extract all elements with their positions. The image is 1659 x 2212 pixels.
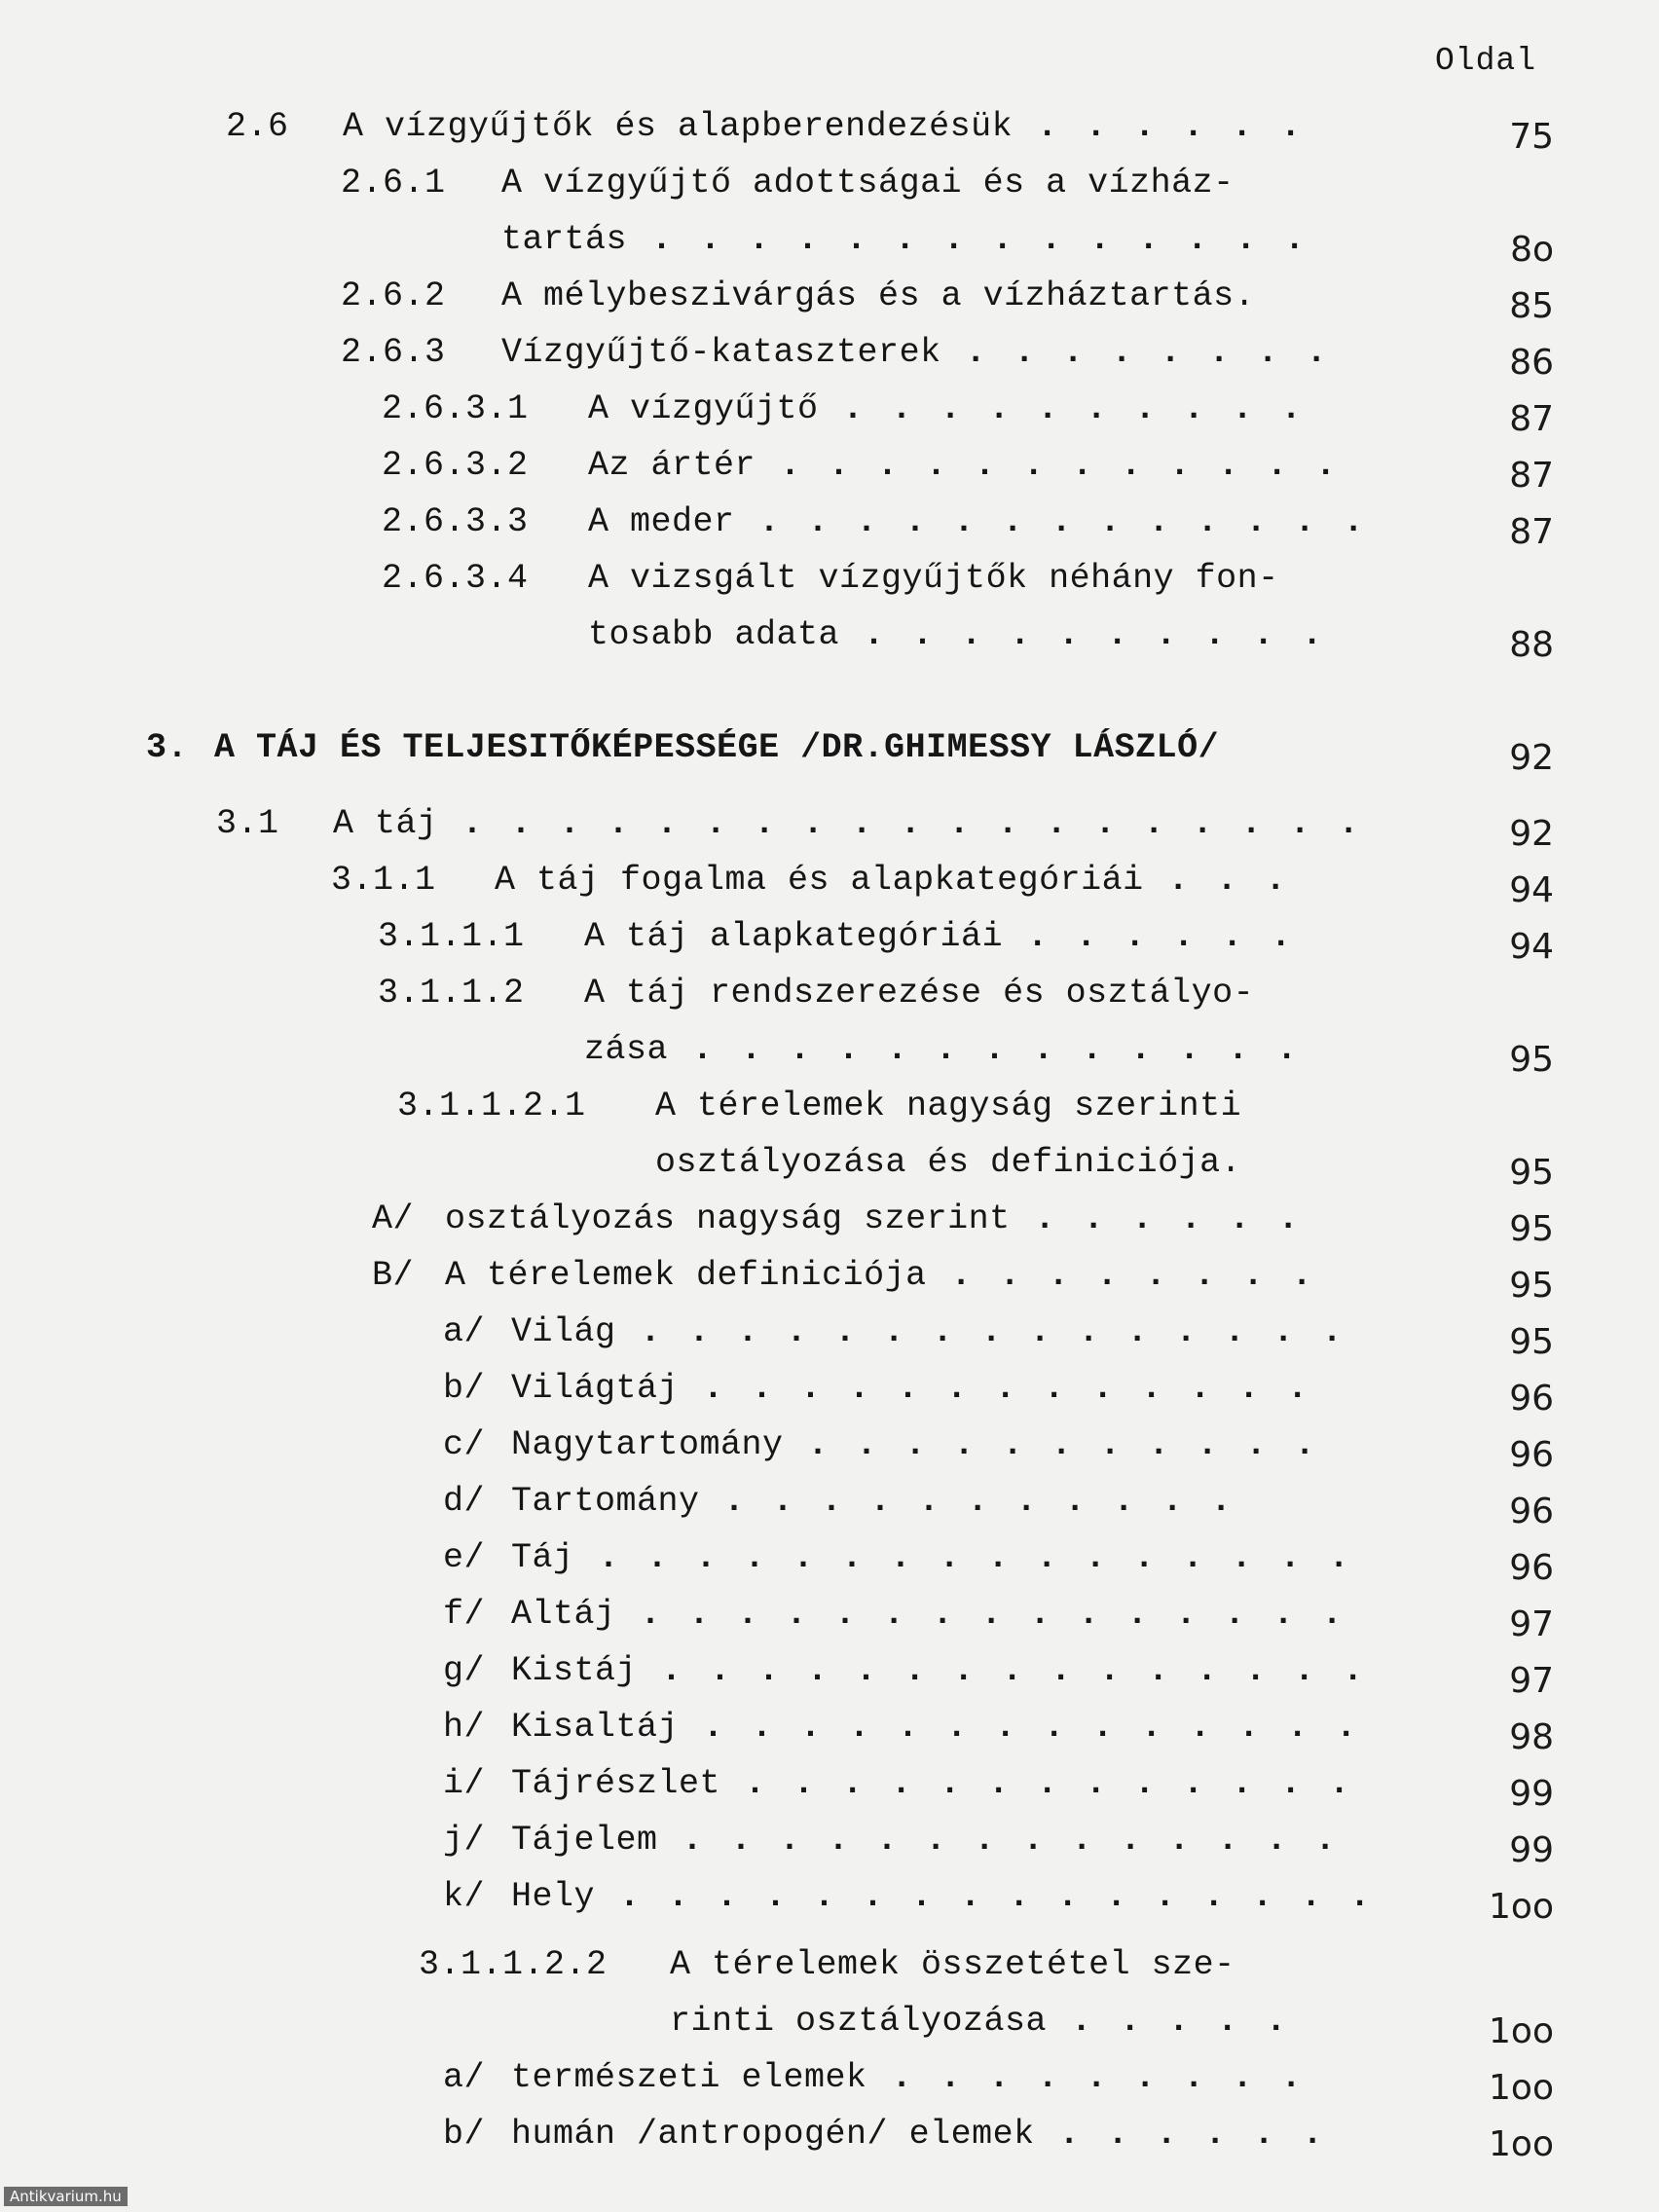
toc-page-number: 75: [1509, 117, 1554, 157]
toc-title: A táj: [333, 804, 438, 843]
toc-title: Hely: [511, 1877, 596, 1916]
dot-leader: . . . . . . . . . . . . .: [679, 1369, 1312, 1408]
toc-title: Tájrészlet: [511, 1764, 721, 1803]
toc-number: b/: [443, 1369, 486, 1408]
toc-number: g/: [443, 1651, 486, 1690]
dot-leader: . . . . . . . . . . .: [699, 1482, 1235, 1521]
dot-leader: . . . . . . . .: [940, 333, 1331, 372]
toc-number: a/: [443, 1312, 486, 1351]
toc-page-number: 97: [1509, 1661, 1554, 1701]
toc-row: [0, 917, 1659, 974]
toc-row: [0, 1425, 1659, 1482]
toc-row: [0, 446, 1659, 502]
dot-leader: . . . . . . . . . . . . . .: [657, 1821, 1340, 1860]
toc-page-number: 96: [1509, 1379, 1554, 1419]
dot-leader: . . . . . . . . . . . . . . .: [637, 1651, 1368, 1690]
toc-row: [0, 333, 1659, 389]
toc-row: [0, 389, 1659, 446]
toc-row: [0, 1087, 1659, 1143]
toc-title: Világ: [511, 1312, 616, 1351]
toc-row: [0, 107, 1659, 164]
toc-row: [0, 2002, 1659, 2058]
dot-leader: . . . . . .: [1034, 2115, 1327, 2154]
toc-row: [0, 2058, 1659, 2115]
toc-page-number: 1oo: [1489, 2124, 1554, 2164]
toc-row: [0, 1256, 1659, 1312]
toc-page-number: 92: [1509, 814, 1554, 854]
dot-leader: . . . . . . . . .: [866, 2058, 1306, 2097]
toc-title: tosabb adata: [588, 615, 840, 654]
toc-title: Kisaltáj: [511, 1708, 680, 1747]
dot-leader: . . . . . . . . . . . . . .: [627, 220, 1309, 259]
toc-page-number: 95: [1509, 1266, 1554, 1306]
dot-leader: . . . . . . . . . .: [818, 389, 1306, 428]
toc-page-number: 94: [1509, 927, 1554, 967]
toc-number: 3.1.1.1: [378, 917, 525, 956]
toc-number: 2.6: [226, 107, 289, 146]
toc-title: Vízgyűjtő-kataszterek: [501, 333, 941, 372]
toc-page-number: 95: [1509, 1040, 1554, 1080]
toc-row: [0, 1595, 1659, 1651]
dot-leader: . . . . . . . . . . . . . . . .: [573, 1538, 1353, 1577]
toc-number: 3.1.1: [331, 861, 436, 900]
toc-page-number: 96: [1509, 1492, 1554, 1531]
toc-title: Nagytartomány: [511, 1425, 784, 1464]
toc-page-number: 1oo: [1489, 1887, 1554, 1927]
toc-row: [0, 804, 1659, 861]
toc-title: A mélybeszivárgás és a vízháztartás.: [501, 276, 1256, 315]
toc-title: A térelemek definiciója: [445, 1256, 927, 1295]
toc-page-number: 8o: [1510, 230, 1554, 270]
toc-title: osztályozás nagyság szerint: [445, 1199, 1011, 1238]
toc-number: b/: [443, 2115, 486, 2154]
dot-leader: . . . . . . . . . . . . . .: [679, 1708, 1361, 1747]
dot-leader: . . . . . . . . . . . . . . . .: [595, 1877, 1375, 1916]
toc-number: 2.6.3.4: [382, 559, 529, 598]
toc-page-number: 86: [1509, 343, 1554, 383]
toc-row: [0, 502, 1659, 559]
toc-title: Az ártér: [588, 446, 756, 485]
toc-number: 2.6.3.2: [382, 446, 529, 485]
toc-number: 3.1.1.2: [378, 974, 525, 1013]
toc-title: Táj: [511, 1538, 574, 1577]
toc-title: A vízgyűjtők és alapberendezésük: [343, 107, 1014, 146]
toc-number: i/: [443, 1764, 486, 1803]
toc-title: A térelemek összetétel sze-: [670, 1945, 1235, 1984]
toc-page-number: 95: [1509, 1153, 1554, 1193]
toc-row: [0, 1708, 1659, 1764]
toc-row: [0, 1482, 1659, 1538]
toc-page-number: 1oo: [1489, 2011, 1554, 2051]
toc-number: k/: [443, 1877, 486, 1916]
toc-row: [0, 1877, 1659, 1934]
toc-page-number: 96: [1509, 1548, 1554, 1588]
toc-title: Altáj: [511, 1595, 616, 1634]
toc-row: [0, 1764, 1659, 1821]
dot-leader: . . . . . . . . . . . . . . .: [615, 1312, 1346, 1351]
toc-row: [0, 861, 1659, 917]
toc-number: c/: [443, 1425, 486, 1464]
toc-number: h/: [443, 1708, 486, 1747]
toc-number: a/: [443, 2058, 486, 2097]
toc-title: természeti elemek: [511, 2058, 867, 2097]
toc-page-number: 85: [1509, 286, 1554, 326]
toc-row: [0, 1030, 1659, 1087]
toc-title: Tartomány: [511, 1482, 700, 1521]
toc-number: j/: [443, 1821, 486, 1860]
toc-number: 3.1.1.2.2: [419, 1945, 608, 1984]
toc-row: [0, 1651, 1659, 1708]
toc-page-number: 99: [1509, 1774, 1554, 1814]
toc-number: 2.6.2: [341, 276, 446, 315]
toc-number: 3.1.1.2.1: [397, 1087, 586, 1125]
toc-title: A táj fogalma és alapkategóriái: [495, 861, 1144, 900]
dot-leader: . . . . . . . . . . . . .: [734, 502, 1368, 541]
toc-number: 2.6.1: [341, 164, 446, 203]
dot-leader: . . . . . . . . . . . . . . .: [615, 1595, 1346, 1634]
toc-number: d/: [443, 1482, 486, 1521]
dot-leader: . . . . . .: [1010, 1199, 1303, 1238]
toc-row: [0, 164, 1659, 220]
toc-title: rinti osztályozása: [670, 2002, 1048, 2041]
dot-leader: . . . . . . . . . . . . .: [720, 1764, 1354, 1803]
toc-number: 3.: [146, 728, 189, 767]
toc-title: Világtáj: [511, 1369, 680, 1408]
toc-number: 3.1: [216, 804, 279, 843]
watermark: Antikvarium.hu: [4, 2187, 128, 2206]
toc-row: [0, 1312, 1659, 1369]
toc-page-number: 97: [1509, 1604, 1554, 1644]
dot-leader: . . . . . . . . . .: [839, 615, 1327, 654]
toc-row: [0, 1945, 1659, 2002]
dot-leader: . . . . . . . . . . .: [783, 1425, 1319, 1464]
toc-title: zása: [584, 1030, 669, 1069]
toc-row: [0, 1199, 1659, 1256]
toc-number: 2.6.3.3: [382, 502, 529, 541]
toc-title: A vizsgált vízgyűjtők néhány fon-: [588, 559, 1279, 598]
toc-row: [0, 276, 1659, 333]
toc-row: [0, 1143, 1659, 1199]
dot-leader: . . . . . . . .: [926, 1256, 1316, 1295]
toc-row: [0, 559, 1659, 615]
toc-page-number: 95: [1509, 1209, 1554, 1249]
toc-page-number: 99: [1509, 1830, 1554, 1870]
toc-number: 2.6.3: [341, 333, 446, 372]
toc-page-number: 95: [1509, 1322, 1554, 1362]
toc-title: Kistáj: [511, 1651, 638, 1690]
toc-title: A TÁJ ÉS TELJESITŐKÉPESSÉGE /DR.GHIMESSY LÁSZLÓ/: [214, 728, 1220, 767]
toc-row: [0, 2115, 1659, 2171]
toc-page-number: 87: [1509, 399, 1554, 439]
dot-leader: . . . . . .: [1003, 917, 1296, 956]
dot-leader: . . . . . .: [1013, 107, 1306, 146]
toc-row: [0, 1821, 1659, 1877]
page-column-label: Oldal: [1435, 43, 1537, 79]
toc-title: A térelemek nagyság szerinti: [655, 1087, 1242, 1125]
toc-title: A meder: [588, 502, 735, 541]
toc-page-number: 87: [1509, 512, 1554, 552]
toc-row: [0, 974, 1659, 1030]
toc-title: A táj rendszerezése és osztályo-: [584, 974, 1255, 1013]
toc-title: humán /antropogén/ elemek: [511, 2115, 1035, 2154]
toc-title: A vízgyűjtő adottságai és a vízház-: [501, 164, 1235, 203]
toc-number: e/: [443, 1538, 486, 1577]
toc-row: [0, 615, 1659, 672]
toc-number: f/: [443, 1595, 486, 1634]
toc-number: A/: [372, 1199, 415, 1238]
toc-title: A vízgyűjtő: [588, 389, 819, 428]
dot-leader: . . . . . . . . . . . .: [756, 446, 1341, 485]
toc-number: B/: [372, 1256, 415, 1295]
toc-title: A táj alapkategóriái: [584, 917, 1004, 956]
toc-page-number: 94: [1509, 870, 1554, 910]
toc-page-number: 98: [1509, 1717, 1554, 1757]
toc-page-number: 1oo: [1489, 2068, 1554, 2108]
toc-row: [0, 1538, 1659, 1595]
toc-page-number: 87: [1509, 456, 1554, 496]
toc-title: Tájelem: [511, 1821, 658, 1860]
dot-leader: . . . . . . . . . . . . . . . . . . .: [437, 804, 1363, 843]
toc-page-number: 96: [1509, 1435, 1554, 1475]
toc-row: [0, 728, 1659, 785]
toc-title: osztályozása és definiciója.: [655, 1143, 1242, 1182]
toc-row: [0, 220, 1659, 276]
toc-title: tartás: [501, 220, 628, 259]
toc-number: 2.6.3.1: [382, 389, 529, 428]
toc-page-number: 92: [1509, 738, 1554, 778]
dot-leader: . . . . .: [1047, 2002, 1291, 2041]
toc-page-number: 88: [1509, 625, 1554, 665]
toc-row: [0, 1369, 1659, 1425]
dot-leader: . . .: [1143, 861, 1290, 900]
dot-leader: . . . . . . . . . . . . .: [668, 1030, 1302, 1069]
